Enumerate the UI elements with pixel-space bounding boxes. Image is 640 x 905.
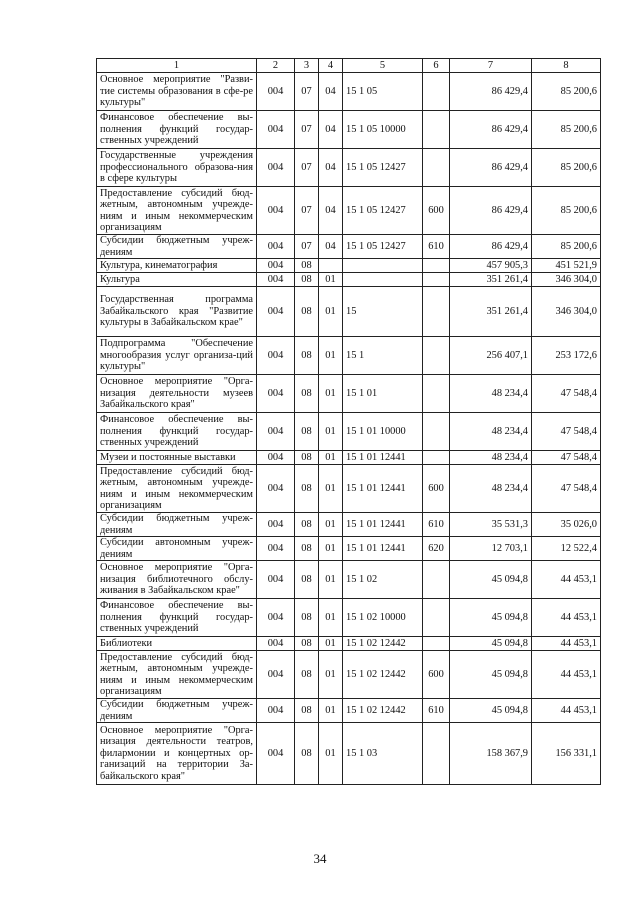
- table-row: [97, 111, 601, 149]
- row-name: Основное мероприятие "Разви-тие системы образования в сфе-ре культуры": [97, 73, 257, 111]
- row-amount-year2: 35 026,0: [532, 513, 601, 537]
- row-subsection: 01: [319, 699, 343, 723]
- row-target-item: 15 1 02 12442: [343, 637, 423, 651]
- table-row: [97, 287, 601, 337]
- row-section: 08: [295, 337, 319, 375]
- row-ministry-code: 004: [257, 537, 295, 561]
- row-ministry-code: 004: [257, 337, 295, 375]
- table-row: [97, 699, 601, 723]
- row-amount-year1: 457 905,3: [450, 259, 532, 273]
- table-row: [97, 465, 601, 513]
- row-expense-type: [423, 149, 450, 187]
- row-name: Субсидии автономным учреж-дениям: [97, 537, 257, 561]
- row-subsection: 01: [319, 723, 343, 785]
- table-row: [97, 561, 601, 599]
- row-expense-type: [423, 723, 450, 785]
- column-header: 6: [423, 59, 450, 73]
- row-amount-year1: 45 094,8: [450, 561, 532, 599]
- column-header: 5: [343, 59, 423, 73]
- table-body: [97, 73, 601, 785]
- column-header: 7: [450, 59, 532, 73]
- row-amount-year2: 44 453,1: [532, 561, 601, 599]
- row-amount-year2: 85 200,6: [532, 111, 601, 149]
- column-header: 8: [532, 59, 601, 73]
- row-expense-type: 610: [423, 235, 450, 259]
- row-name: Предоставление субсидий бюд-жетным, автономным учрежде-ниям и иным некоммерческим организациям: [97, 651, 257, 699]
- row-ministry-code: 004: [257, 149, 295, 187]
- row-amount-year2: 44 453,1: [532, 599, 601, 637]
- row-amount-year2: 47 548,4: [532, 465, 601, 513]
- row-amount-year2: 85 200,6: [532, 149, 601, 187]
- row-amount-year1: 45 094,8: [450, 699, 532, 723]
- row-section: 07: [295, 111, 319, 149]
- row-amount-year2: 44 453,1: [532, 651, 601, 699]
- row-expense-type: [423, 451, 450, 465]
- row-section: 07: [295, 73, 319, 111]
- row-name: Основное мероприятие "Орга-низация библиотечного обслу-живания в Забайкальском крае": [97, 561, 257, 599]
- row-amount-year2: 47 548,4: [532, 375, 601, 413]
- column-header: 4: [319, 59, 343, 73]
- table-row: [97, 651, 601, 699]
- row-subsection: 01: [319, 413, 343, 451]
- row-section: 08: [295, 699, 319, 723]
- row-target-item: 15 1 01 12441: [343, 465, 423, 513]
- row-ministry-code: 004: [257, 187, 295, 235]
- table-row: [97, 599, 601, 637]
- row-section: 08: [295, 561, 319, 599]
- row-subsection: 01: [319, 513, 343, 537]
- row-ministry-code: 004: [257, 111, 295, 149]
- row-section: 07: [295, 235, 319, 259]
- row-ministry-code: 004: [257, 723, 295, 785]
- row-name: Субсидии бюджетным учреж-дениям: [97, 235, 257, 259]
- row-ministry-code: 004: [257, 235, 295, 259]
- row-amount-year2: 85 200,6: [532, 187, 601, 235]
- row-section: 08: [295, 375, 319, 413]
- row-subsection: 01: [319, 599, 343, 637]
- row-amount-year1: 351 261,4: [450, 287, 532, 337]
- row-name: Музеи и постоянные выставки: [97, 451, 257, 465]
- row-expense-type: 600: [423, 651, 450, 699]
- row-target-item: [343, 259, 423, 273]
- row-subsection: 01: [319, 375, 343, 413]
- row-section: 08: [295, 259, 319, 273]
- row-target-item: 15 1 05 12427: [343, 235, 423, 259]
- row-section: 08: [295, 287, 319, 337]
- row-expense-type: 610: [423, 513, 450, 537]
- row-amount-year2: 44 453,1: [532, 637, 601, 651]
- table-row: [97, 273, 601, 287]
- row-subsection: 04: [319, 149, 343, 187]
- row-name: Основное мероприятие "Орга-низация деятельности музеев Забайкальского края": [97, 375, 257, 413]
- row-ministry-code: 004: [257, 651, 295, 699]
- row-section: 08: [295, 513, 319, 537]
- row-name: Основное мероприятие "Орга-низация деятельности театров, филармонии и концертных ор-ганизаций на территории За-байкальского края": [97, 723, 257, 785]
- row-subsection: 04: [319, 235, 343, 259]
- row-section: 08: [295, 651, 319, 699]
- row-expense-type: [423, 273, 450, 287]
- table-row: [97, 537, 601, 561]
- row-amount-year1: 48 234,4: [450, 375, 532, 413]
- row-amount-year2: 12 522,4: [532, 537, 601, 561]
- table-row: [97, 259, 601, 273]
- row-name: Финансовое обеспечение вы-полнения функций государ-ственных учреждений: [97, 599, 257, 637]
- row-amount-year2: 346 304,0: [532, 287, 601, 337]
- row-subsection: 01: [319, 651, 343, 699]
- row-amount-year1: 48 234,4: [450, 465, 532, 513]
- row-name: Финансовое обеспечение вы-полнения функций государ-ственных учреждений: [97, 111, 257, 149]
- row-subsection: 04: [319, 73, 343, 111]
- row-amount-year1: 86 429,4: [450, 111, 532, 149]
- row-ministry-code: 004: [257, 599, 295, 637]
- row-section: 07: [295, 187, 319, 235]
- row-section: 07: [295, 149, 319, 187]
- table-row: [97, 513, 601, 537]
- row-target-item: 15 1 05 12427: [343, 187, 423, 235]
- row-target-item: 15 1 02 10000: [343, 599, 423, 637]
- row-target-item: 15 1: [343, 337, 423, 375]
- row-ministry-code: 004: [257, 259, 295, 273]
- row-ministry-code: 004: [257, 287, 295, 337]
- page-number: 34: [313, 851, 327, 866]
- table-row: [97, 375, 601, 413]
- row-expense-type: 600: [423, 187, 450, 235]
- row-subsection: 01: [319, 561, 343, 599]
- row-target-item: 15 1 02: [343, 561, 423, 599]
- row-name: Подпрограмма "Обеспечение многообразия услуг организа-ций культуры": [97, 337, 257, 375]
- row-amount-year1: 45 094,8: [450, 651, 532, 699]
- table-row: [97, 149, 601, 187]
- row-ministry-code: 004: [257, 637, 295, 651]
- row-amount-year1: 48 234,4: [450, 413, 532, 451]
- row-name: Государственные учреждения профессионального образова-ния в сфере культуры: [97, 149, 257, 187]
- column-header: 1: [97, 59, 257, 73]
- row-amount-year2: 85 200,6: [532, 73, 601, 111]
- row-expense-type: 620: [423, 537, 450, 561]
- column-header: 2: [257, 59, 295, 73]
- row-section: 08: [295, 599, 319, 637]
- row-amount-year1: 12 703,1: [450, 537, 532, 561]
- row-ministry-code: 004: [257, 413, 295, 451]
- row-expense-type: [423, 637, 450, 651]
- table-row: [97, 73, 601, 111]
- row-name: Предоставление субсидий бюд-жетным, автономным учрежде-ниям и иным некоммерческим организациям: [97, 465, 257, 513]
- row-section: 08: [295, 413, 319, 451]
- row-name: Библиотеки: [97, 637, 257, 651]
- row-ministry-code: 004: [257, 375, 295, 413]
- row-amount-year1: 351 261,4: [450, 273, 532, 287]
- row-amount-year1: 45 094,8: [450, 599, 532, 637]
- row-name: Культура: [97, 273, 257, 287]
- row-target-item: [343, 273, 423, 287]
- row-target-item: 15 1 03: [343, 723, 423, 785]
- table-row: [97, 187, 601, 235]
- row-amount-year1: 86 429,4: [450, 187, 532, 235]
- row-name: Субсидии бюджетным учреж-дениям: [97, 513, 257, 537]
- row-expense-type: 610: [423, 699, 450, 723]
- row-amount-year2: 85 200,6: [532, 235, 601, 259]
- row-target-item: 15 1 05: [343, 73, 423, 111]
- row-name: Предоставление субсидий бюд-жетным, автономным учрежде-ниям и иным некоммерческим организациям: [97, 187, 257, 235]
- table-row: [97, 413, 601, 451]
- row-ministry-code: 004: [257, 451, 295, 465]
- row-subsection: 04: [319, 187, 343, 235]
- row-expense-type: [423, 287, 450, 337]
- row-ministry-code: 004: [257, 513, 295, 537]
- row-subsection: 01: [319, 273, 343, 287]
- row-name: Государственная программа Забайкальского края "Развитие культуры в Забайкальском крае": [97, 287, 257, 337]
- row-section: 08: [295, 637, 319, 651]
- row-amount-year2: 47 548,4: [532, 451, 601, 465]
- row-amount-year1: 86 429,4: [450, 73, 532, 111]
- row-subsection: 01: [319, 465, 343, 513]
- row-subsection: 04: [319, 111, 343, 149]
- row-expense-type: [423, 561, 450, 599]
- table-row: [97, 235, 601, 259]
- row-subsection: 01: [319, 287, 343, 337]
- column-header: 3: [295, 59, 319, 73]
- row-amount-year2: 451 521,9: [532, 259, 601, 273]
- row-target-item: 15: [343, 287, 423, 337]
- table-row: [97, 723, 601, 785]
- row-expense-type: [423, 111, 450, 149]
- row-subsection: 01: [319, 337, 343, 375]
- row-amount-year2: 253 172,6: [532, 337, 601, 375]
- row-target-item: 15 1 01 12441: [343, 451, 423, 465]
- row-target-item: 15 1 01 12441: [343, 513, 423, 537]
- row-name: Культура, кинематография: [97, 259, 257, 273]
- row-ministry-code: 004: [257, 699, 295, 723]
- row-expense-type: [423, 337, 450, 375]
- table-row: [97, 451, 601, 465]
- row-target-item: 15 1 02 12442: [343, 651, 423, 699]
- table-row: [97, 337, 601, 375]
- row-amount-year1: 158 367,9: [450, 723, 532, 785]
- row-section: 08: [295, 723, 319, 785]
- row-ministry-code: 004: [257, 73, 295, 111]
- row-amount-year2: 44 453,1: [532, 699, 601, 723]
- row-section: 08: [295, 451, 319, 465]
- row-name: Финансовое обеспечение вы-полнения функций государ-ственных учреждений: [97, 413, 257, 451]
- row-subsection: 01: [319, 637, 343, 651]
- row-name: Субсидии бюджетным учреж-дениям: [97, 699, 257, 723]
- row-expense-type: [423, 259, 450, 273]
- row-ministry-code: 004: [257, 561, 295, 599]
- row-amount-year2: 47 548,4: [532, 413, 601, 451]
- row-amount-year1: 86 429,4: [450, 149, 532, 187]
- row-target-item: 15 1 05 10000: [343, 111, 423, 149]
- row-target-item: 15 1 02 12442: [343, 699, 423, 723]
- row-section: 08: [295, 465, 319, 513]
- row-target-item: 15 1 05 12427: [343, 149, 423, 187]
- row-expense-type: [423, 375, 450, 413]
- row-expense-type: 600: [423, 465, 450, 513]
- row-subsection: 01: [319, 451, 343, 465]
- row-section: 08: [295, 537, 319, 561]
- row-ministry-code: 004: [257, 465, 295, 513]
- row-expense-type: [423, 599, 450, 637]
- row-section: 08: [295, 273, 319, 287]
- row-amount-year1: 45 094,8: [450, 637, 532, 651]
- row-amount-year2: 156 331,1: [532, 723, 601, 785]
- row-amount-year2: 346 304,0: [532, 273, 601, 287]
- row-target-item: 15 1 01: [343, 375, 423, 413]
- row-amount-year1: 86 429,4: [450, 235, 532, 259]
- row-target-item: 15 1 01 10000: [343, 413, 423, 451]
- row-subsection: 01: [319, 537, 343, 561]
- row-amount-year1: 35 531,3: [450, 513, 532, 537]
- table-header-row: [97, 59, 601, 73]
- row-amount-year1: 48 234,4: [450, 451, 532, 465]
- row-amount-year1: 256 407,1: [450, 337, 532, 375]
- row-subsection: [319, 259, 343, 273]
- row-target-item: 15 1 01 12441: [343, 537, 423, 561]
- row-expense-type: [423, 73, 450, 111]
- budget-table: [96, 58, 601, 785]
- table-row: [97, 637, 601, 651]
- row-ministry-code: 004: [257, 273, 295, 287]
- row-expense-type: [423, 413, 450, 451]
